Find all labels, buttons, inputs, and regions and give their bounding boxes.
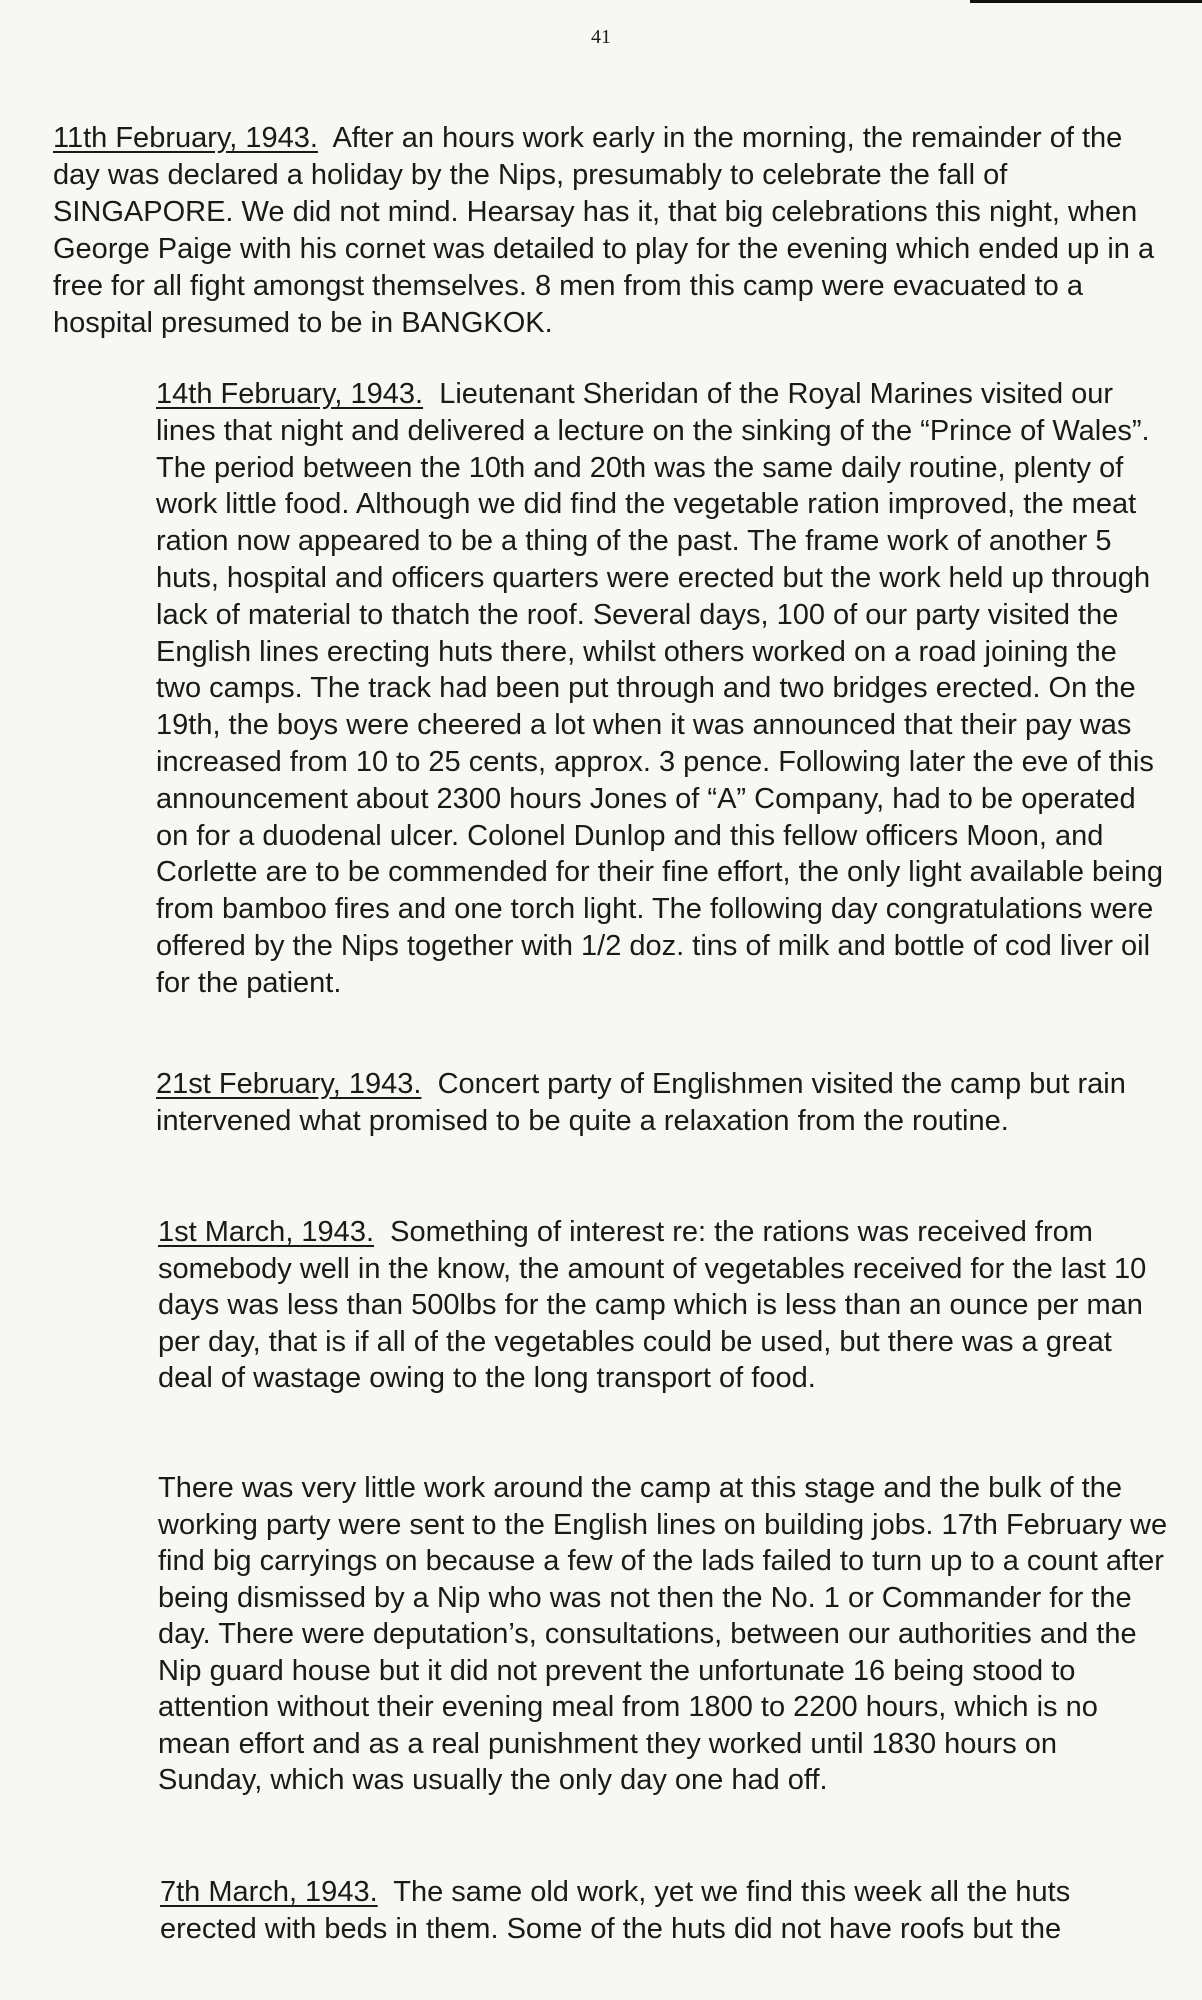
- page-number: 41: [591, 26, 611, 48]
- entry-date: 11th February, 1943.: [53, 122, 318, 154]
- entry-date: 21st February, 1943.: [156, 1068, 422, 1100]
- entry-date: 7th March, 1943.: [160, 1876, 378, 1908]
- entry-text: After an hours work early in the morning, the remainder of the day was declared a holiday by the Nips, presumably to celebrate the fall of SINGAPORE. We did not mind. Hearsay has it, that big celebrations this night, when George Paige with his cornet was detailed to play for the evening which ended up in a free for all fight amongst themselves. 8 men from this camp were evacuated to a hospital presumed to be in BANGKOK.: [53, 122, 1155, 339]
- diary-entry-mar-1: [158, 1214, 1168, 1397]
- diary-entry-mar-7: [160, 1874, 1170, 1947]
- diary-entry-feb-21: [156, 1066, 1166, 1139]
- entry-date: 14th February, 1943.: [156, 378, 424, 410]
- entry-text: Something of interest re: the rations was received from somebody well in the know, the amount of vegetables received for the last 10 days was less than 500lbs for the camp which is less than an ounce per man per day, that is if all of the vegetables could be used, but there was a great deal of wastage owing to the long transport of food.: [158, 1216, 1147, 1394]
- entry-date: 1st March, 1943.: [158, 1216, 374, 1248]
- diary-entry-feb-11: [53, 120, 1163, 342]
- diary-entry-feb-14: [156, 376, 1166, 1002]
- entry-text: Concert party of Englishmen visited the camp but rain intervened what promised to be quite a relaxation from the routine.: [156, 1068, 1126, 1137]
- diary-paragraph-continuation: [158, 1470, 1168, 1799]
- entry-text: The same old work, yet we find this week all the huts erected with beds in them. Some of the huts did not have roofs but the: [160, 1876, 1071, 1945]
- entry-text: There was very little work around the camp at this stage and the bulk of the working party were sent to the English lines on building jobs. 17th February we find big carryings on because a few of the lads failed to turn up to a count after being dismissed by a Nip who was not then the No. 1 or Commander for the day. There were deputation’s, consultations, between our authorities and the Nip guard house but it did not prevent the unfortunate 16 being stood to attention without their evening meal from 1800 to 2200 hours, which is no mean effort and as a real punishment they worked until 1830 hours on Sunday, which was usually the only day one had off.: [158, 1472, 1168, 1796]
- top-border-rule: [970, 0, 1202, 3]
- entry-text: Lieutenant Sheridan of the Royal Marines visited our lines that night and delivered a lecture on the sinking of the “Prince of Wales”. The period between the 10th and 20th was the same daily routine, plenty of work little food. Although we did find the vegetable ration improved, the meat ration now appeared to be a thing of the past. The frame work of another 5 huts, hospital and officers quarters were erected but the work held up through lack of material to thatch the roof. Several days, 100 of our party visited the English lines erecting huts there, whilst others worked on a road joining the two camps. The track had been put through and two bridges erected. On the 19th, the boys were cheered a lot when it was announced that their pay was increased from 10 to 25 cents, approx. 3 pence. Following later the eve of this announcement about 2300 hours Jones of “A” Company, had to be operated on for a duodenal ulcer. Colonel Dunlop and this fellow officers Moon, and Corlette are to be commended for their fine effort, the only light available being from bamboo fires and one torch light. The following day congratulations were offered by the Nips together with 1/2 doz. tins of milk and bottle of cod liver oil for the patient.: [156, 378, 1163, 999]
